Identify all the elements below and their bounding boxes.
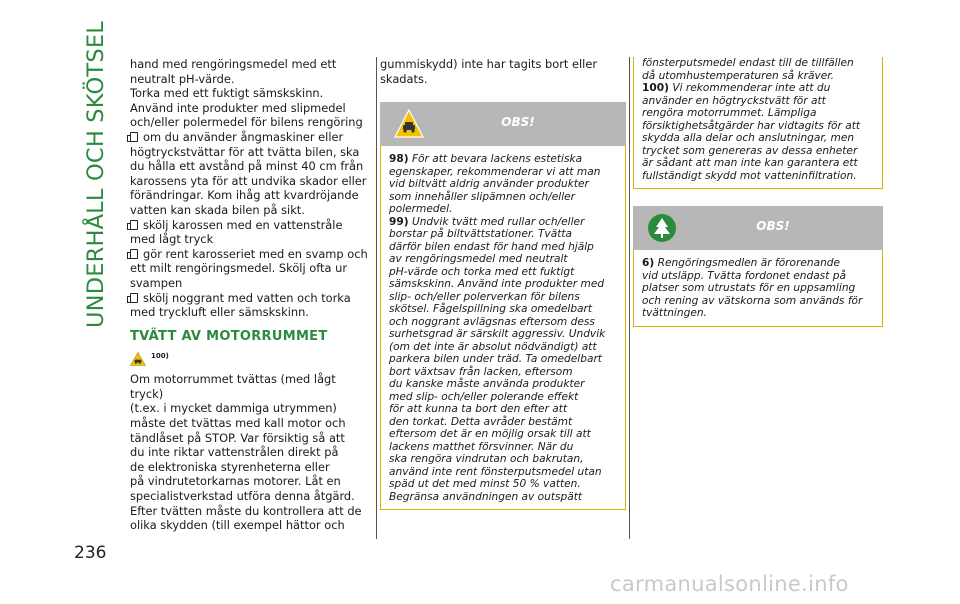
text-line: pH-värde och torka med ett fuktigt [389,265,575,278]
note-100: 100) Vi rekommenderar inte att du [642,82,831,94]
text-line: av rengöringsmedel med neutralt [389,253,568,266]
text-line: egenskaper, rekommenderar vi att man [389,165,601,178]
text-line: och/eller polermedel för bilens rengöring [130,115,363,130]
text-line: därför bilen endast för hand med hjälp [389,240,594,253]
text-line: fönsterputsmedel endast till de tillfällen [642,57,854,69]
bullet-item: om du använder ångmaskiner eller [130,130,370,145]
text-line: är sådant att man inte kan garantera ett [642,157,858,169]
text-line: försiktighetsåtgärder har vidtagits för att [642,119,861,132]
text-line: fullständigt skydd mot vatteninfiltration. [642,169,857,182]
text-line: (om det inte är absolut nödvändigt) att [389,340,597,353]
column-1 [130,57,370,533]
text-line: använder en högtryckstvätt för att [642,94,826,107]
text-line: slip- och/eller polerverkan för bilens [389,290,580,303]
obs-label: OBS! [501,115,535,130]
warning-ref-number: 100) [151,351,169,360]
section-title: UNDERHÅLL OCH SKÖTSEL [83,21,109,328]
text-line: rengöra motorrummet. Lämpliga [642,107,817,119]
bullet-square-icon [130,249,138,259]
text-line: vatten kan skada bilen på sikt. [130,202,305,217]
text-line: Begränsa användningen av outspätt [389,490,583,503]
text-line: (t.ex. i mycket dammiga utrymmen) [130,401,337,416]
text-line: Efter tvätten måste du kontrollera att de [130,503,362,518]
text-line: använd inte rent fönsterputsmedel utan [389,465,602,478]
text-line: lackens matthet försvinner. När du [389,440,574,453]
text-line: skötsel. Fågelspillning ska omedelbart [389,303,593,316]
text-line: tvättningen. [642,307,707,319]
text-line: du hålla ett avstånd på minst 40 cm från [130,159,364,174]
text-line: späd ut det med minst 50 % vatten. [389,478,581,491]
col1-body [130,372,370,533]
text-line: hand med rengöringsmedel med ett [130,57,337,71]
text-line: som innehåller slipämnen och/eller [389,190,576,203]
text-line: förändringar. Kom ihåg att kvardröjande [130,188,359,203]
text-line: och noggrant avlägsnas eftersom dess [389,315,595,328]
text-line: surhetsgrad är särskilt aggressiv. Undvik [389,328,606,341]
car-warning-icon [130,352,146,366]
bullet-square-icon [130,293,138,303]
text-line: ett milt rengöringsmedel. Skölj ofta ur [130,261,347,276]
text-line: svampen [130,275,183,290]
note-99: 99) Undvik tvätt med rullar och/eller [389,215,585,228]
text-line: polermedel. [389,203,453,216]
text-line: du kanske måste använda produkter [389,378,585,391]
text-line: med tryckluft eller sämskskinn. [130,305,309,320]
text-line: du inte riktar vattenstrålen direkt på [130,445,339,460]
text-line: specialistverkstad utföra denna åtgärd. [130,489,355,504]
text-line: trycket som genereras av dessa enheter [642,144,858,157]
bullet-square-icon [130,220,138,230]
text-line: neutralt pH-värde. [130,71,235,86]
col1-intro [130,57,370,130]
text-line: olika skydden (till exempel hättor och [130,518,345,533]
obs-label: OBS! [756,219,790,233]
text-line: den torkat. Detta avråder bestämt [389,415,573,428]
note-98: 98) För att bevara lackens estetiska [389,153,583,166]
text-line: bort växtsav från lacken, eftersom [389,365,573,378]
text-line: Använd inte produkter med slipmedel [130,100,346,115]
column-divider [376,57,377,539]
text-line: då utomhustemperaturen så kräver. [642,69,835,82]
bullet-list [130,130,370,320]
text-line: Torka med ett fuktigt sämskskinn. [130,86,324,101]
obs-box [380,146,626,510]
text-line: gummiskydd) inte har tagits bort eller [380,57,598,71]
obs-header [633,206,883,250]
text-line: eftersom det är en möjlig orsak till att [389,428,591,441]
page-number: 236 [74,543,107,563]
column-3 [633,57,883,327]
obs-box-continued [633,57,883,189]
text-line: skydda alla delar och anslutningar, men [642,132,855,144]
text-line: skadats. [380,71,428,86]
bullet-item: skölj karossen med en vattenstråle [130,218,370,233]
text-line: med slip- och/eller polerande effekt [389,390,579,403]
text-line: sämskskinn. Använd inte produkter med [389,278,605,291]
text-line: de elektroniska styrenheterna eller [130,459,330,474]
text-line: och rening av vätskorna som används för [642,294,863,307]
text-line: karossens yta för att undvika skador eller [130,173,367,188]
text-line: högtryckstvättar för att tvätta bilen, ska [130,144,360,159]
text-line: parkera bilen under träd. Ta omedelbart [389,353,602,366]
text-line: på vindrutetorkarnas motorer. Låt en [130,474,341,489]
note-6: 6) Rengöringsmedlen är förorenande [642,257,841,269]
text-line: Om motorrummet tvättas (med lågt tryck) [130,372,336,401]
obs-box [633,250,883,327]
text-line: med lågt tryck [130,232,214,247]
text-line: platser som utrustats för en uppsamling [642,282,856,294]
text-line: tändlåset på STOP. Var försiktig så att [130,430,345,445]
text-line: vid biltvätt aldrig använder produkter [389,178,589,191]
text-line: borstar på biltvättstationer. Tvätta [389,228,572,241]
obs-header [380,102,626,146]
warning-reference [130,350,370,368]
bullet-square-icon [130,132,138,142]
column-divider [629,57,630,539]
text-line: för att kunna ta bort den efter att [389,403,568,416]
bullet-item: gör rent karosseriet med en svamp och [130,247,370,262]
text-line: vid utsläpp. Tvätta fordonet endast på [642,269,846,282]
section-heading: TVÄTT AV MOTORRUMMET [130,328,328,344]
text-line: måste det tvättas med kall motor och [130,416,346,431]
watermark: carmanualsonline.info [610,572,849,596]
text-line: ska rengöra vindrutan och bakrutan, [389,453,584,466]
bullet-item: skölj noggrant med vatten och torka [130,291,370,306]
column-2 [380,57,626,510]
